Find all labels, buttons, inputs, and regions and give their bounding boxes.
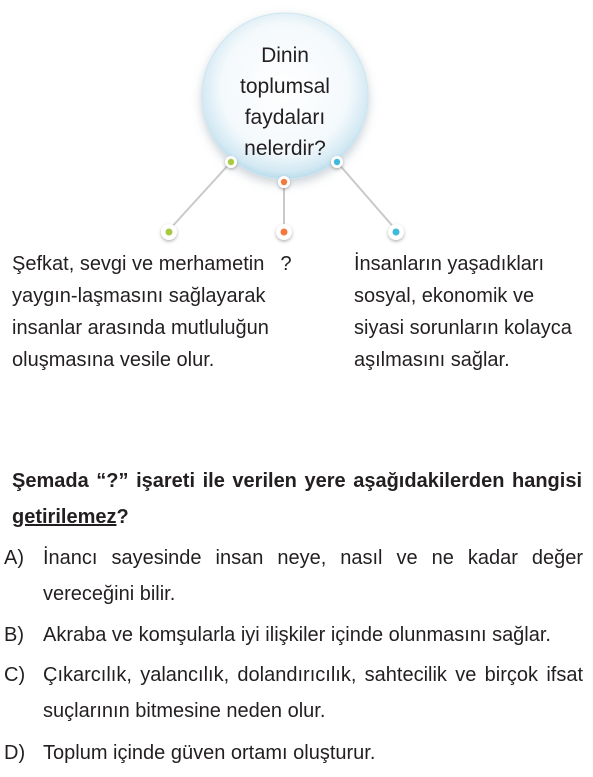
connector-left <box>169 162 231 230</box>
center-line-1: Dinin <box>261 44 309 67</box>
branch-text-left: Şefkat, sevgi ve merhametin yaygın-laşmasını sağlayarak insanlar arasında mutluluğun oluşmasına vesile olur. <box>12 253 269 371</box>
branch-text-right: İnsanların yaşadıkları sosyal, ekonomik ve siyasi sorunların kolayca aşılmasını sağlar. <box>354 253 572 371</box>
option-a-letter: A) <box>4 547 24 569</box>
bubble-dot-middle-fill <box>281 179 287 185</box>
option-c-text: Çıkarcılık, yalancılık, dolandırıcılık, sahtecilik ve birçok ifsat suçlarının bitmesine neden olur. <box>43 664 583 722</box>
center-bubble-text <box>222 40 348 164</box>
center-line-3: faydaları <box>244 106 326 129</box>
option-a-text: İnancı sayesinde insan neye, nasıl ve ne kadar değer vereceğini bilir. <box>43 547 583 605</box>
connector-right <box>337 162 396 230</box>
question-end: ? <box>116 506 129 528</box>
question-text: Şemada “?” işareti ile verilen yere aşağıdakilerden hangisi <box>12 470 582 492</box>
branch-text-middle: ? <box>280 253 292 275</box>
center-line-4: nelerdir? <box>244 137 326 160</box>
option-d-text: Toplum içinde güven ortamı oluşturur. <box>43 742 376 764</box>
option-b-letter: B) <box>4 624 24 646</box>
option-b-text: Akraba ve komşularla iyi ilişkiler içinde olunmasını sağlar. <box>43 624 551 646</box>
question-stem <box>12 463 582 535</box>
end-dot-left-fill <box>166 229 173 236</box>
option-d-letter: D) <box>4 742 26 764</box>
center-line-2: toplumsal <box>240 75 330 98</box>
option-c-letter: C) <box>4 664 26 686</box>
end-dot-middle-fill <box>281 229 288 236</box>
end-dot-right-fill <box>393 229 400 236</box>
question-emphasis: getirilemez <box>12 506 117 528</box>
